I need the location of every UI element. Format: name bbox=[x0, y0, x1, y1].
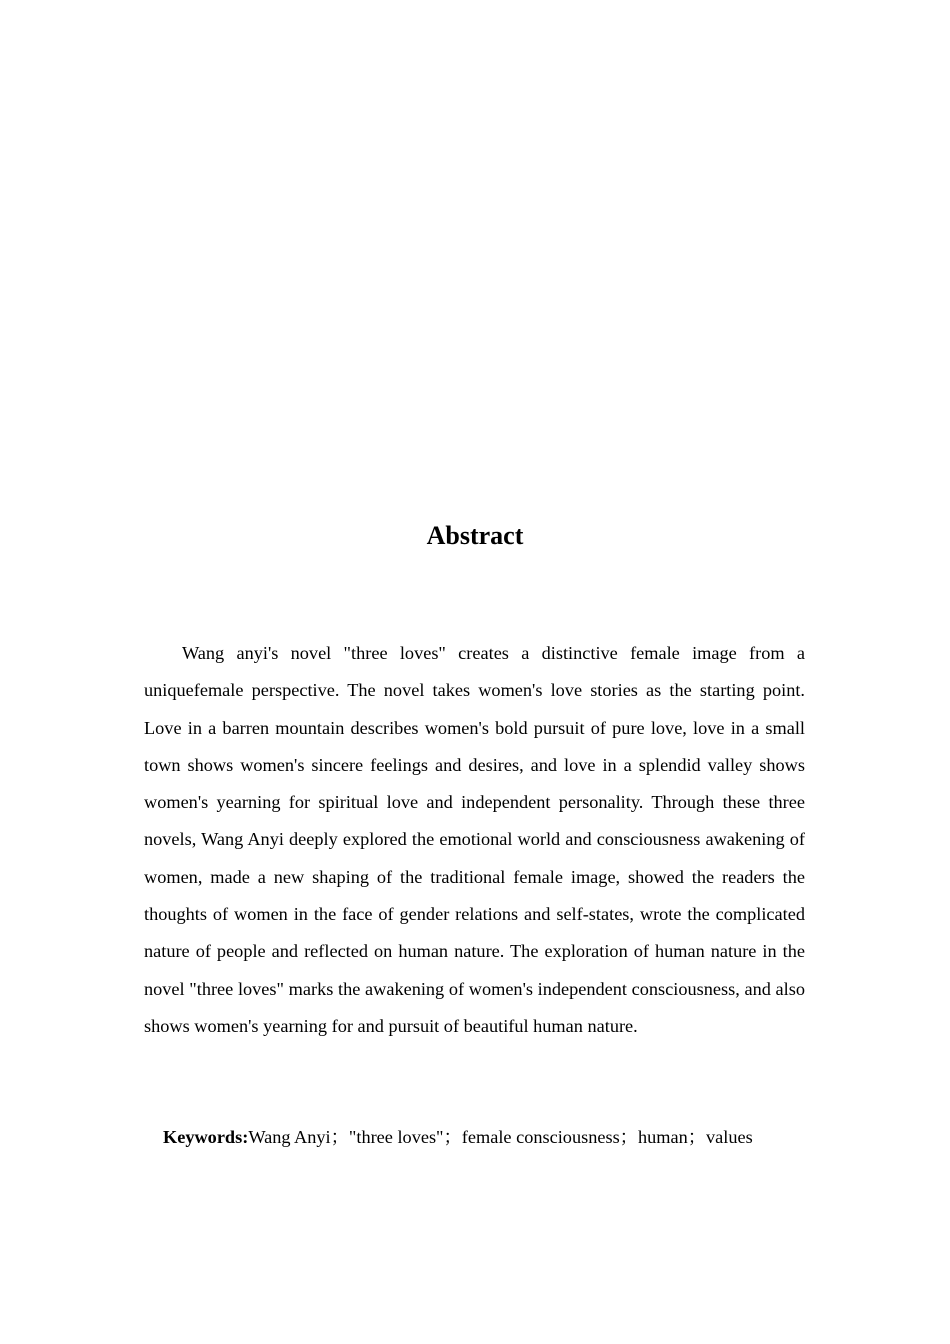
keywords-line bbox=[163, 1122, 863, 1152]
keywords-list: Wang Anyi；"three loves"；female consciousness；human；values bbox=[248, 1127, 753, 1147]
abstract-title: Abstract bbox=[426, 521, 524, 550]
abstract-body: Wang anyi's novel "three loves" creates a distinctive female image from a uniquefemale perspective. The novel takes women's love stories as the starting point. Love in a barren mountain describes women's bold pursuit of pure love, love in a small town shows women's sincere feelings and desires, and love in a splendid valley shows women's yearning for spiritual love and independent personality. Through these three novels, Wang Anyi deeply explored the emotional world and consciousness awakening of women, made a new shaping of the traditional female image, showed the readers the thoughts of women in the face of gender relations and self-states, wrote the complicated nature of people and reflected on human nature. The exploration of human nature in the novel "three loves" marks the awakening of women's independent consciousness, and also shows women's yearning for and pursuit of beautiful human nature. bbox=[144, 643, 805, 1036]
keywords-label: Keywords: bbox=[163, 1127, 249, 1147]
